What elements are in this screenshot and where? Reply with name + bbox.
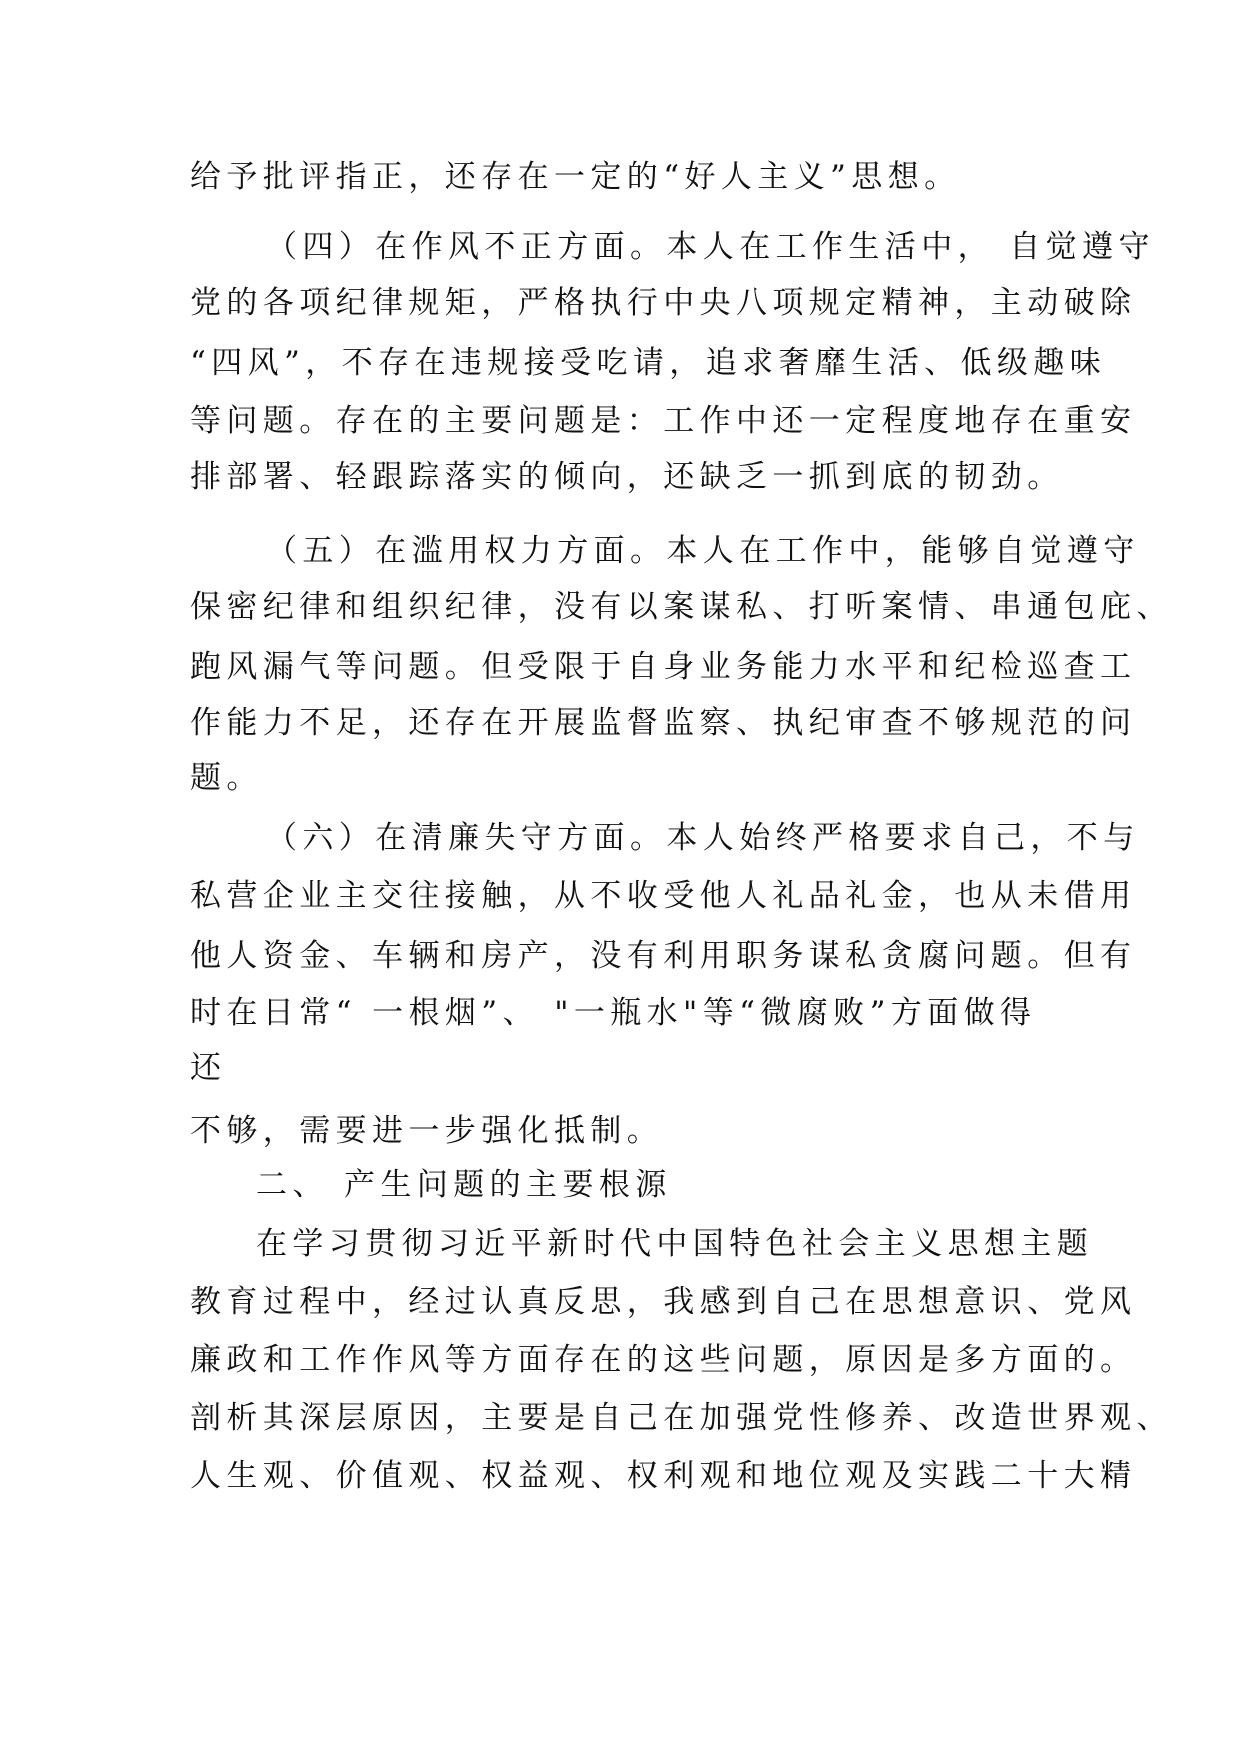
text-line-1: 给予批评指正，还存在一定的“好人主义”思想。 bbox=[190, 159, 961, 195]
text-line-19: 教育过程中，经过认真反思，我感到自己在思想意识、党风 bbox=[190, 1284, 1137, 1320]
text-line-7: （五）在滥用权力方面。本人在工作中，能够自觉遵守 bbox=[266, 533, 1140, 569]
text-line-21: 剖析其深层原因，主要是自己在加强党性修养、改造世界观、 bbox=[190, 1400, 1173, 1436]
text-line-14: 他人资金、车辆和房产，没有利用职务谋私贪腐问题。但有 bbox=[190, 938, 1137, 974]
section-heading: 二、 产生问题的主要根源 bbox=[256, 1167, 672, 1203]
text-line-16: 还 bbox=[190, 1050, 227, 1086]
text-line-4: “四风”，不存在违规接受吃请，追求奢靡生活、低级趣味 bbox=[190, 345, 1107, 381]
text-line-8: 保密纪律和组织纪律，没有以案谋私、打听案情、串通包庇、 bbox=[190, 589, 1173, 625]
text-line-10: 作能力不足，还存在开展监督监察、执纪审查不够规范的问 bbox=[190, 705, 1137, 741]
text-line-9: 跑风漏气等问题。但受限于自身业务能力水平和纪检巡查工 bbox=[190, 649, 1137, 685]
text-line-12: （六）在清廉失守方面。本人始终严格要求自己，不与 bbox=[266, 820, 1140, 856]
text-line-20: 廉政和工作作风等方面存在的这些问题，原因是多方面的。 bbox=[190, 1342, 1137, 1378]
text-line-22: 人生观、价值观、权益观、权利观和地位观及实践二十大精 bbox=[190, 1458, 1137, 1494]
text-line-2: （四）在作风不正方面。本人在工作生活中， 自觉遵守 bbox=[266, 229, 1155, 265]
text-line-15: 时在日常“ 一根烟”、 "一瓶水"等“微腐败”方面做得 bbox=[190, 995, 1037, 1031]
text-line-3: 党的各项纪律规矩，严格执行中央八项规定精神，主动破除 bbox=[190, 285, 1137, 321]
text-line-5: 等问题。存在的主要问题是：工作中还一定程度地存在重安 bbox=[190, 403, 1137, 439]
text-line-17: 不够，需要进一步强化抵制。 bbox=[190, 1113, 664, 1149]
text-line-6: 排部署、轻跟踪落实的倾向，还缺乏一抓到底的韧劲。 bbox=[190, 459, 1064, 495]
text-line-13: 私营企业主交往接触，从不收受他人礼品礼金，也从未借用 bbox=[190, 878, 1137, 914]
text-line-18: 在学习贯彻习近平新时代中国特色社会主义思想主题 bbox=[256, 1226, 1094, 1262]
text-line-11: 题。 bbox=[190, 760, 263, 796]
